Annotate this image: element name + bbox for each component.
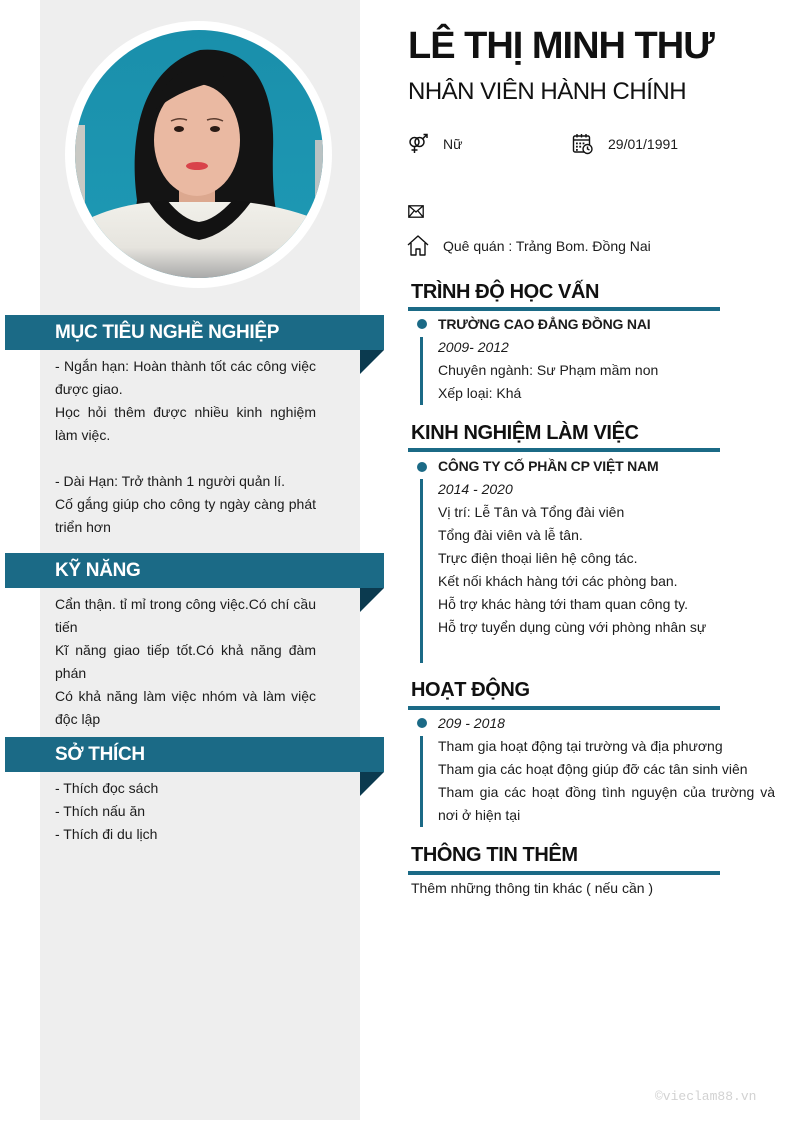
job-title: NHÂN VIÊN HÀNH CHÍNH <box>408 78 687 105</box>
detail-line: Vị trí: Lễ Tân và Tổng đài viên <box>438 504 625 520</box>
detail-line: Trực điện thoại liên hệ công tác. <box>438 550 638 566</box>
birthdate-value: 29/01/1991 <box>608 136 679 152</box>
section-title-education: TRÌNH ĐỘ HỌC VẤN <box>411 281 600 303</box>
text-line: phán <box>55 665 87 681</box>
section-title: SỞ THÍCH <box>55 744 145 765</box>
text-line: Kĩ năng giao tiếp tốt.Có khả năng đàm <box>55 642 316 658</box>
section-divider <box>408 448 720 452</box>
detail-line: Xếp loại: Khá <box>438 385 522 401</box>
text-line: - Dài Hạn: Trở thành 1 người quản lí. <box>55 473 286 489</box>
detail-line: Hỗ trợ tuyển dụng cùng với phòng nhân sự <box>438 619 707 635</box>
skills-text <box>55 593 316 731</box>
section-header-hobbies <box>5 737 384 772</box>
text-line: tiến <box>55 619 78 635</box>
avatar <box>75 30 323 278</box>
period: 2009- 2012 <box>438 339 509 355</box>
home-icon <box>407 235 429 256</box>
detail-line: Chuyên ngành: Sư Phạm mầm non <box>438 362 659 378</box>
hometown-value: Quê quán : Trảng Bom. Đồng Nai <box>443 238 651 254</box>
timeline-bullet <box>417 462 427 472</box>
text-line: Học hỏi thêm được nhiều kinh nghiệm <box>55 404 316 420</box>
ribbon-fold <box>360 772 384 796</box>
objective-text <box>55 355 316 539</box>
experience-item <box>438 455 775 639</box>
timeline-line <box>420 736 423 827</box>
timeline-bullet <box>417 319 427 329</box>
section-title-activities: HOẠT ĐỘNG <box>411 679 530 701</box>
section-header-objective <box>5 315 384 350</box>
section-title-additional: THÔNG TIN THÊM <box>411 844 578 866</box>
timeline-line <box>420 337 423 405</box>
ribbon-fold <box>360 350 384 374</box>
text-line: - Thích đi du lịch <box>55 826 158 842</box>
text-line: Cẩn thận. tỉ mỉ trong công việc.Có chí cầu <box>55 596 316 612</box>
school-name: TRƯỜNG CAO ĐẲNG ĐỒNG NAI <box>438 316 651 332</box>
timeline-line <box>420 479 423 663</box>
section-divider <box>408 706 720 710</box>
detail-line: Tham gia hoạt động tại trường và địa phương <box>438 738 723 754</box>
hobbies-text <box>55 777 316 846</box>
gender-icon <box>407 133 429 155</box>
candidate-name: LÊ THỊ MINH THƯ <box>408 25 714 67</box>
period: 2014 - 2020 <box>438 481 513 497</box>
text-line: độc lập <box>55 711 101 727</box>
detail-line: nơi ở hiện tại <box>438 807 521 823</box>
education-item <box>438 313 775 405</box>
section-title: KỸ NĂNG <box>55 560 141 581</box>
section-divider <box>408 307 720 311</box>
text-line: - Thích nấu ăn <box>55 803 146 819</box>
text-line: làm việc. <box>55 427 111 443</box>
watermark: ©vieclam88.vn <box>655 1089 757 1104</box>
timeline-bullet <box>417 718 427 728</box>
detail-line: Tổng đài viên và lễ tân. <box>438 527 583 543</box>
text-line: được giao. <box>55 381 123 397</box>
text-line: Có khả năng làm việc nhóm và làm việc <box>55 688 316 704</box>
envelope-icon <box>408 205 424 218</box>
section-header-skills <box>5 553 384 588</box>
company-name: CÔNG TY CỐ PHẦN CP VIỆT NAM <box>438 458 659 474</box>
section-divider <box>408 871 720 875</box>
detail-line: Tham gia các hoạt đồng tình nguyện của trường và <box>438 784 775 800</box>
period: 209 - 2018 <box>438 715 505 731</box>
text-line <box>55 447 316 470</box>
gender-value: Nữ <box>443 136 463 152</box>
calendar-icon <box>572 133 594 155</box>
activity-item <box>438 712 775 827</box>
section-title-experience: KINH NGHIỆM LÀM VIỆC <box>411 422 639 444</box>
detail-line: Tham gia các hoạt động giúp đỡ các tân sinh viên <box>438 761 748 777</box>
text-line: - Thích đọc sách <box>55 780 159 796</box>
text-line: triển hơn <box>55 519 111 535</box>
additional-text: Thêm những thông tin khác ( nếu cần ) <box>411 880 654 896</box>
portrait-photo <box>75 30 323 278</box>
detail-line: Kết nối khách hàng tới các phòng ban. <box>438 573 678 589</box>
detail-line: Hỗ trợ khác hàng tới tham quan công ty. <box>438 596 689 612</box>
section-title: MỤC TIÊU NGHỀ NGHIỆP <box>55 322 280 343</box>
text-line: - Ngắn hạn: Hoàn thành tốt các công việc <box>55 358 316 374</box>
ribbon-fold <box>360 588 384 612</box>
text-line: Cố gắng giúp cho công ty ngày càng phát <box>55 496 316 512</box>
